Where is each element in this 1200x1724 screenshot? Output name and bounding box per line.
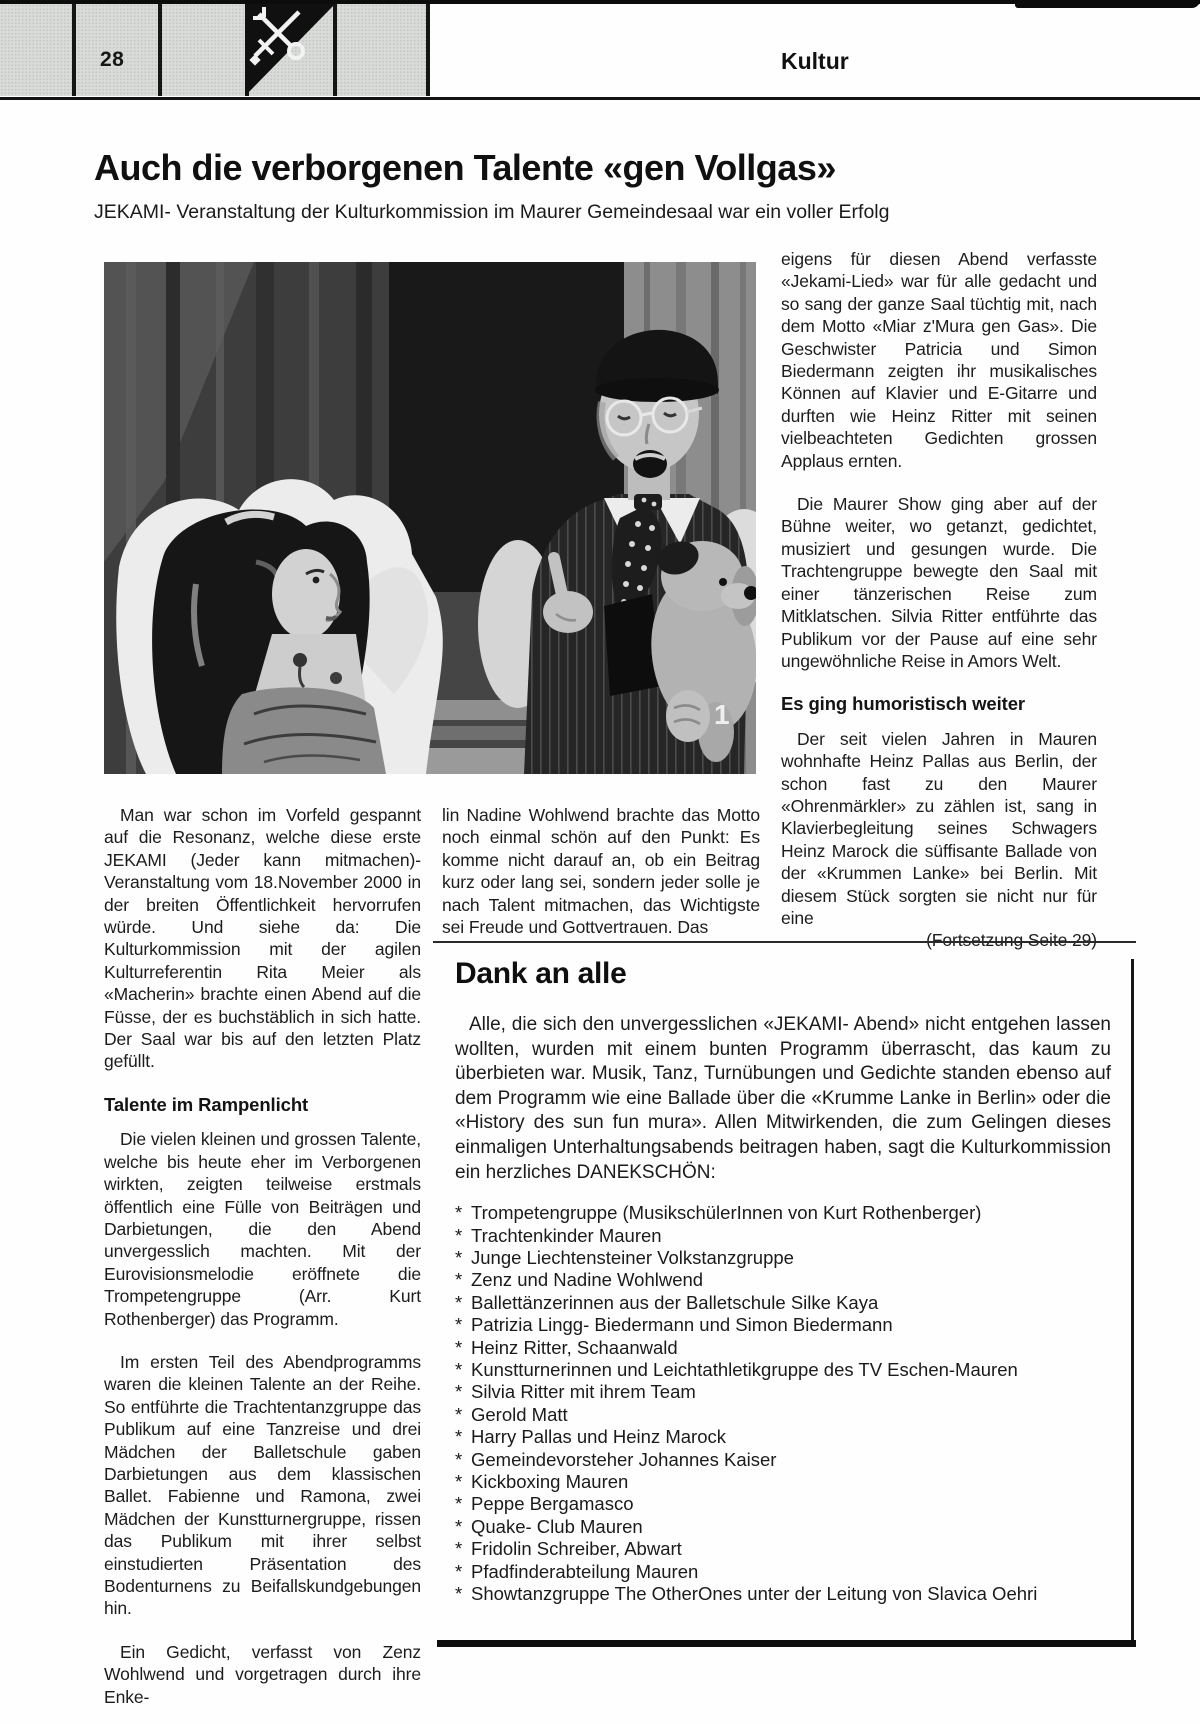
list-item-text: Peppe Bergamasco — [471, 1493, 634, 1515]
list-item-text: Silvia Ritter mit ihrem Team — [471, 1381, 696, 1403]
asterisk-bullet: * — [455, 1224, 463, 1246]
header-divider — [158, 4, 162, 96]
thanks-list — [455, 1202, 1137, 1605]
asterisk-bullet: * — [455, 1246, 463, 1268]
asterisk-bullet: * — [455, 1493, 463, 1515]
asterisk-bullet: * — [455, 1291, 463, 1313]
asterisk-bullet: * — [455, 1583, 463, 1605]
asterisk-bullet: * — [455, 1359, 463, 1380]
list-item-text: Fridolin Schreiber, Abwart — [471, 1538, 682, 1560]
list-item-text: Heinz Ritter, Schaanwald — [471, 1336, 678, 1358]
asterisk-bullet: * — [455, 1515, 463, 1537]
asterisk-bullet: * — [455, 1314, 463, 1336]
article-title: Auch die verborgenen Talente «gen Vollgas» — [94, 147, 836, 188]
list-item-text: Patrizia Lingg- Biedermann und Simon Biedermann — [471, 1314, 893, 1336]
paragraph: Man war schon im Vorfeld gespannt auf die Resonanz, welche diese erste JEKAMI (Jeder kann mitmachen)-Veranstaltung vom 18.November 2000 in der breiten Öffentlichkeit hervorrufen würde. Und siehe da: Die Kulturkommission mit der agilen Kulturreferentin Rita Meier als «Macherin» brachte einen Abend auf die Füsse, der es buchstäblich in sich hatte. Der Saal war bis auf den letzten Platz gefüllt. — [104, 805, 421, 1072]
list-item-text: Zenz und Nadine Wohlwend — [471, 1269, 704, 1291]
asterisk-bullet: * — [455, 1336, 463, 1358]
list-item-text: Trompetengruppe (MusikschülerInnen von Kurt Rothenberger) — [471, 1202, 982, 1224]
paragraph: Der seit vielen Jahren in Mauren wohnhafte Heinz Pallas aus Berlin, der schon fast zu den Maurer «Ohrenmärkler» zu zählen ist, sang in Klavierbegleitung seines Schwagers Heinz Marock die süffisante Ballade von der «Krummen Lanke» bei Berlin. Mit diesem Stück sorgten sie nicht nur für eine — [781, 728, 1097, 928]
asterisk-bullet: * — [455, 1471, 463, 1493]
list-item-text: Harry Pallas und Heinz Marock — [471, 1426, 726, 1448]
header-rule — [0, 97, 1200, 100]
stage-photo-illustration — [104, 262, 756, 774]
list-item-text: Kickboxing Mauren — [471, 1471, 629, 1493]
asterisk-bullet: * — [455, 1448, 463, 1470]
asterisk-bullet: * — [455, 1202, 463, 1224]
thanks-box-top-rule — [433, 941, 1136, 943]
list-item — [455, 1269, 1137, 1291]
list-item — [455, 1516, 1137, 1538]
article-photo — [104, 262, 756, 774]
paragraph: Im ersten Teil des Abendprogramms waren die kleinen Talente an der Reihe. So entführte die Trachtentanzgruppe das Publikum auf eine Tanzreise und drei Mädchen der Balletschule gaben Darbietungen aus dem klassischen Ballet. Fabienne und Ramona, zwei Mädchen der Kunstturnergruppe, rissen das Publikum mit ihrer selbst einstudierten Präsentation des Bodenturnens zu Beifallskundgebungen hin. — [104, 1351, 421, 1619]
thanks-box-intro: Alle, die sich den unvergesslichen «JEKAMI- Abend» nicht entgehen lassen wollten, wurden mit einem bunten Programm überrascht, das kaum zu überbieten war. Musik, Tanz, Turnübungen und Gedichte standen ebenso auf dem Programm wie eine Ballade über die «Krumme Lanke in Berlin» oder die «History des sun fun mura». Allen Mitwirkenden, die zum Gelingen dieses einmaligen Unterhaltungsabends beitragen haben, sagt die Kulturkommission ein herzliches DANEKSCHÖN: — [455, 1014, 1111, 1183]
list-item — [455, 1225, 1137, 1247]
list-item-text: Ballettänzerinnen aus der Balletschule Silke Kaya — [471, 1291, 879, 1313]
paragraph: lin Nadine Wohlwend brachte das Motto noch einmal schön auf den Punkt: Es komme nicht darauf an, ob ein Beitrag kurz oder lang sei, sondern jeder solle je nach Talent mitmachen, das Wichtigste sei Freude und Gottvertrauen. Das — [442, 805, 760, 938]
list-item — [455, 1247, 1137, 1269]
thanks-box-right-border — [1131, 959, 1134, 1645]
thanks-box — [433, 941, 1137, 1647]
list-item — [455, 1292, 1137, 1314]
list-item — [455, 1426, 1137, 1448]
asterisk-bullet: * — [455, 1538, 463, 1560]
list-item — [455, 1493, 1137, 1515]
photo-watermark-digit: 1 — [714, 699, 730, 730]
list-item — [455, 1583, 1137, 1605]
column-middle — [442, 804, 760, 938]
list-item — [455, 1449, 1137, 1471]
list-item-text: Quake- Club Mauren — [471, 1515, 643, 1537]
header-band — [0, 4, 430, 96]
crossed-sword-and-key-icon — [245, 4, 335, 96]
list-item-text: Gerold Matt — [471, 1403, 568, 1425]
section-title: Kultur — [781, 48, 849, 74]
list-item — [455, 1381, 1137, 1403]
paragraph: Ein Gedicht, verfasst von Zenz Wohlwend und vorgetragen durch ihre Enke- — [104, 1641, 421, 1707]
asterisk-bullet: * — [455, 1560, 463, 1582]
paragraph: Die Maurer Show ging aber auf der Bühne weiter, wo getanzt, gedichtet, musiziert und gesungen wurde. Die Trachtengruppe bewegte den Saal mit einer tänzerischen Reise zum Mitklatschen. Silvia Ritter entführte das Publikum vor der Pause auf eine sehr ungewöhnliche Reise in Amors Welt. — [781, 494, 1097, 671]
header-divider — [72, 4, 76, 96]
thanks-box-title: Dank an alle — [455, 957, 627, 990]
list-item — [455, 1561, 1137, 1583]
list-item-text: Junge Liechtensteiner Volkstanzgruppe — [471, 1246, 794, 1268]
list-item — [455, 1471, 1137, 1493]
list-item — [455, 1202, 1137, 1224]
subheading-rampenlicht: Talente im Rampenlicht — [104, 1093, 309, 1115]
article-subtitle: JEKAMI- Veranstaltung der Kulturkommission im Maurer Gemeindesaal war ein voller Erfolg — [94, 201, 890, 223]
asterisk-bullet: * — [455, 1381, 463, 1403]
scan-artifact-top-right — [1015, 0, 1200, 8]
list-item — [455, 1359, 1137, 1381]
column-left — [104, 804, 421, 1708]
list-item-text: Trachtenkinder Mauren — [471, 1224, 662, 1246]
list-item-text: Showtanzgruppe The OtherOnes unter der Leitung von Slavica Oehri — [471, 1583, 1038, 1605]
list-item — [455, 1404, 1137, 1426]
paragraph: Die vielen kleinen und grossen Talente, welche bis heute eher im Verborgenen wirkten, zeigten teilweise erstmals öffentlich eine Fülle von Beiträgen und Darbietungen, die den Abend unvergesslich machten. Mit der Eurovisionsmelodie eröffnete die Trompetengruppe (Arr. Kurt Rothenberger) das Programm. — [104, 1129, 421, 1329]
list-item-text: Kunstturnerinnen und Leichtathletikgruppe des TV Eschen-Mauren — [471, 1359, 1018, 1380]
subheading-humoristisch: Es ging humoristisch weiter — [781, 693, 1026, 715]
thanks-box-bottom-border — [437, 1640, 1136, 1647]
column-right — [781, 248, 1097, 952]
list-item — [455, 1538, 1137, 1560]
asterisk-bullet: * — [455, 1269, 463, 1291]
list-item — [455, 1337, 1137, 1359]
asterisk-bullet: * — [455, 1426, 463, 1448]
list-item-text: Gemeindevorsteher Johannes Kaiser — [471, 1448, 777, 1470]
paragraph: eigens für diesen Abend verfasste «Jekami-Lied» war für alle gedacht und so sang der ganze Saal tüchtig mit, nach dem Motto «Miar z'Mura gen Gas». Die Geschwister Patricia und Simon Biedermann zeigten ihr musikalisches Können auf Klavier und E-Gitarre und durften wie Heinz Ritter mit seinen vielbeachteten Gedichten grossen Applaus ernten. — [781, 249, 1097, 471]
page-number: 28 — [100, 48, 125, 71]
list-item-text: Pfadfinderabteilung Mauren — [471, 1560, 699, 1582]
header-divider — [426, 4, 430, 96]
asterisk-bullet: * — [455, 1403, 463, 1425]
list-item — [455, 1314, 1137, 1336]
